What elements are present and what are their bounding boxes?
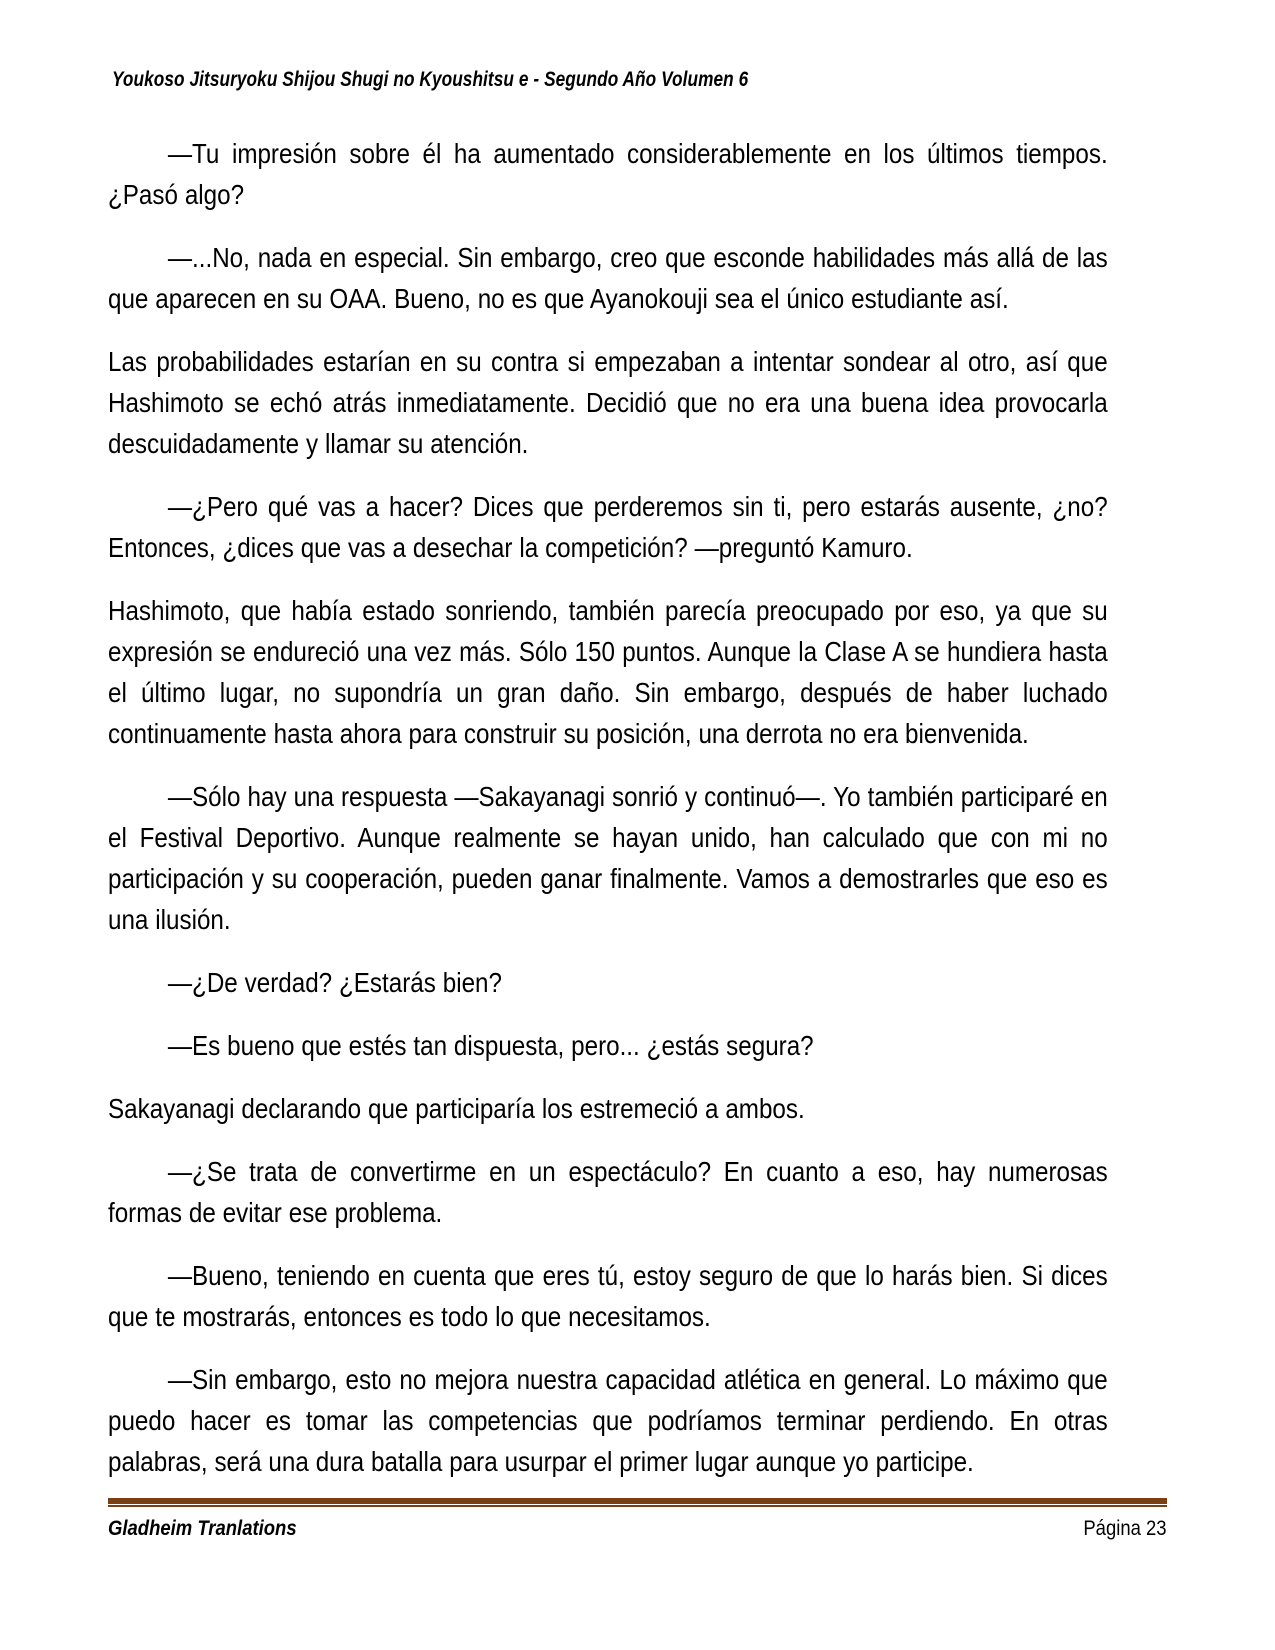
footer-translation-credit: Gladheim Tranlations	[108, 1517, 297, 1540]
footer-divider-thick-line	[108, 1498, 1167, 1504]
paragraph: Sakayanagi declarando que participaría los estremeció a ambos.	[108, 1093, 805, 1124]
paragraph: —¿De verdad? ¿Estarás bien?	[167, 967, 502, 998]
paragraph: —Sólo hay una respuesta —Sakayanagi sonrió y continuó—. Yo también participaré en el Festival Deportivo. Aunque realmente se hayan unido, han calculado que con mi no participación y su cooperación, pueden ganar finalmente. Vamos a demostrarles que eso es una ilusión.	[108, 781, 1108, 935]
paragraph: Las probabilidades estarían en su contra si empezaban a intentar sondear al otro, así que Hashimoto se echó atrás inmediatamente. Decidió que no era una buena idea provocarla descuidadamente y llamar su atención.	[108, 346, 1108, 459]
paragraph: —Sin embargo, esto no mejora nuestra capacidad atlética en general. Lo máximo que puedo hacer es tomar las competencias que podríamos terminar perdiendo. En otras palabras, será una dura batalla para usurpar el primer lugar aunque yo participe.	[108, 1364, 1108, 1477]
paragraph: —Tu impresión sobre él ha aumentado considerablemente en los últimos tiempos. ¿Pasó algo?	[108, 138, 1108, 210]
paragraph: —¿Pero qué vas a hacer? Dices que perderemos sin ti, pero estarás ausente, ¿no? Entonces, ¿dices que vas a desechar la competición? —preguntó Kamuro.	[108, 491, 1108, 563]
paragraph: —Es bueno que estés tan dispuesta, pero... ¿estás segura?	[167, 1030, 814, 1061]
footer-page-number: Página 23	[1083, 1517, 1167, 1540]
paragraph: Hashimoto, que había estado sonriendo, también parecía preocupado por eso, ya que su expresión se endureció una vez más. Sólo 150 puntos. Aunque la Clase A se hundiera hasta el último lugar, no supondría un gran daño. Sin embargo, después de haber luchado continuamente hasta ahora para construir su posición, una derrota no era bienvenida.	[108, 595, 1108, 749]
footer-divider-thin-line	[108, 1505, 1167, 1507]
paragraph: —...No, nada en especial. Sin embargo, creo que esconde habilidades más allá de las que aparecen en su OAA. Bueno, no es que Ayanokouji sea el único estudiante así.	[108, 242, 1108, 314]
page-footer	[108, 1517, 1167, 1557]
footer-divider-rule	[108, 1498, 1167, 1507]
body-text-container	[108, 133, 1108, 1504]
running-header-title: Youkoso Jitsuryoku Shijou Shugi no Kyoushitsu e - Segundo Año Volumen 6	[112, 68, 749, 91]
paragraph: —Bueno, teniendo en cuenta que eres tú, estoy seguro de que lo harás bien. Si dices que te mostrarás, entonces es todo lo que necesitamos.	[108, 1260, 1108, 1332]
paragraph: —¿Se trata de convertirme en un espectáculo? En cuanto a eso, hay numerosas formas de evitar ese problema.	[108, 1156, 1108, 1228]
